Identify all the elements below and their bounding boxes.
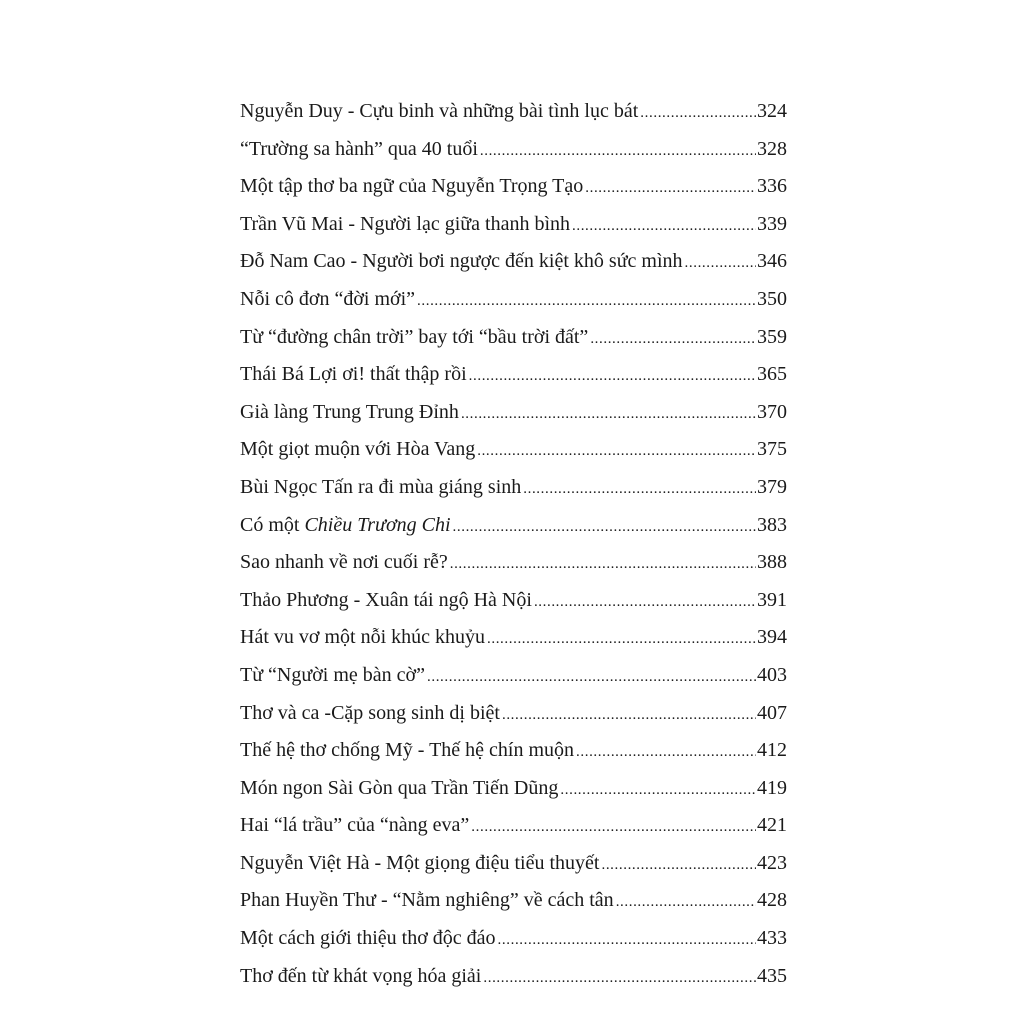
- toc-entry-page: 375: [757, 438, 787, 461]
- toc-entry-page: 379: [757, 475, 787, 498]
- toc-entry-title: Một giọt muộn với Hòa Vang: [240, 438, 476, 461]
- toc-entry-title: Bùi Ngọc Tấn ra đi mùa giáng sinh: [240, 475, 522, 498]
- toc-entry: [240, 920, 787, 958]
- toc-dot-leader: [601, 847, 756, 885]
- toc-entry: [240, 394, 787, 432]
- toc-entry-page: 365: [757, 363, 787, 386]
- toc-dot-leader: [477, 433, 756, 471]
- toc-entry-title: Thảo Phương - Xuân tái ngộ Hà Nội: [240, 588, 532, 611]
- toc-entry-page: 423: [757, 851, 787, 874]
- toc-entry-page: 394: [757, 626, 787, 649]
- toc-entry-title: Nỗi cô đơn “đời mới”: [240, 287, 416, 310]
- toc-entry-page: 428: [757, 889, 787, 912]
- toc-dot-leader: [534, 584, 756, 622]
- toc-entry-title: Đỗ Nam Cao - Người bơi ngược đến kiệt khô sức mình: [240, 250, 683, 273]
- toc-entry-page: 421: [757, 814, 787, 837]
- toc-dot-leader: [483, 960, 756, 998]
- toc-entry-title: Nguyễn Duy - Cựu binh và những bài tình lục bát: [240, 100, 639, 122]
- toc-dot-leader: [417, 283, 756, 321]
- toc-entry-page: 328: [757, 137, 787, 160]
- toc-dot-leader: [585, 170, 756, 208]
- toc-entry-title: Sao nhanh về nơi cuối rễ?: [240, 551, 448, 574]
- toc-entry-title: Từ “đường chân trời” bay tới “bầu trời đất”: [240, 325, 589, 348]
- toc-entry: [240, 544, 787, 582]
- toc-entry-title: Hát vu vơ một nỗi khúc khuỷu: [240, 626, 485, 649]
- toc-entry: [240, 732, 787, 770]
- toc-entry-title: Một cách giới thiệu thơ độc đáo: [240, 927, 496, 950]
- toc-entry: [240, 281, 787, 319]
- toc-entry-page: 324: [757, 100, 787, 122]
- toc-dot-leader: [590, 321, 756, 359]
- toc-entry-page: 388: [757, 551, 787, 574]
- toc-entry: [240, 93, 787, 131]
- toc-entry: [240, 168, 787, 206]
- toc-entry: [240, 469, 787, 507]
- toc-entry: [240, 431, 787, 469]
- toc-entry-title: Thế hệ thơ chống Mỹ - Thế hệ chín muộn: [240, 739, 575, 762]
- toc-entry: [240, 356, 787, 394]
- toc-entry: [240, 206, 787, 244]
- toc-entry: [240, 958, 787, 996]
- toc-entry-page: 383: [757, 513, 787, 536]
- toc-entry-title: Thơ và ca -Cặp song sinh dị biệt: [240, 701, 500, 724]
- toc-entry-title: Thơ đến từ khát vọng hóa giải: [240, 964, 482, 987]
- toc-dot-leader: [502, 697, 756, 735]
- toc-entry: [240, 131, 787, 169]
- toc-entry: [240, 770, 787, 808]
- toc-entry-page: 370: [757, 400, 787, 423]
- toc-entry-page: 412: [757, 739, 787, 762]
- toc-dot-leader: [427, 659, 756, 697]
- toc-dot-leader: [685, 245, 756, 283]
- toc-entry-page: 346: [757, 250, 787, 273]
- toc-entry: [240, 243, 787, 281]
- table-of-contents: [240, 93, 787, 995]
- toc-entry: [240, 582, 787, 620]
- toc-dot-leader: [640, 95, 756, 133]
- toc-entry-title-italic: Chiều Trương Chi: [304, 513, 451, 536]
- toc-entry-page: 391: [757, 588, 787, 611]
- toc-dot-leader: [616, 884, 756, 922]
- toc-entry-title: Hai “lá trầu” của “nàng eva”: [240, 814, 470, 837]
- toc-entry-page: 435: [757, 964, 787, 987]
- toc-entry-title: Trần Vũ Mai - Người lạc giữa thanh bình: [240, 212, 570, 235]
- toc-entry: [240, 657, 787, 695]
- toc-dot-leader: [469, 358, 756, 396]
- toc-dot-leader: [560, 772, 756, 810]
- toc-entry: [240, 507, 787, 545]
- toc-entry-page: 359: [757, 325, 787, 348]
- toc-entry-page: 407: [757, 701, 787, 724]
- toc-entry: [240, 619, 787, 657]
- toc-dot-leader: [523, 471, 756, 509]
- toc-entry: [240, 882, 787, 920]
- toc-entry-title: Món ngon Sài Gòn qua Trần Tiến Dũng: [240, 776, 559, 799]
- toc-entry-page: 433: [757, 927, 787, 950]
- toc-entry-title: Nguyễn Việt Hà - Một giọng điệu tiểu thuyết: [240, 851, 600, 874]
- toc-dot-leader: [471, 809, 756, 847]
- toc-entry-title: Từ “Người mẹ bàn cờ”: [240, 663, 425, 686]
- toc-entry-title: Một tập thơ ba ngữ của Nguyễn Trọng Tạo: [240, 175, 584, 198]
- toc-dot-leader: [572, 208, 756, 246]
- toc-entry-title-prefix: Có một: [240, 513, 305, 536]
- toc-entry: [240, 845, 787, 883]
- toc-entry-title: [240, 507, 451, 545]
- toc-entry: [240, 807, 787, 845]
- toc-entry-page: 419: [757, 776, 787, 799]
- toc-dot-leader: [480, 133, 756, 171]
- toc-entry-page: 336: [757, 175, 787, 198]
- toc-entry-title: “Trường sa hành” qua 40 tuổi: [240, 137, 478, 160]
- toc-dot-leader: [453, 509, 756, 547]
- toc-dot-leader: [576, 734, 756, 772]
- toc-entry-title: Phan Huyền Thư - “Nằm nghiêng” về cách tân: [240, 889, 614, 912]
- toc-entry-title: Thái Bá Lợi ơi! thất thập rồi: [240, 363, 467, 386]
- toc-entry-page: 350: [757, 287, 787, 310]
- toc-entry-page: 339: [757, 212, 787, 235]
- toc-dot-leader: [461, 396, 756, 434]
- toc-dot-leader: [450, 546, 756, 584]
- toc-entry-title: Già làng Trung Trung Đỉnh: [240, 400, 459, 423]
- toc-entry-page: 403: [757, 663, 787, 686]
- toc-entry: [240, 695, 787, 733]
- toc-dot-leader: [487, 621, 756, 659]
- toc-dot-leader: [498, 922, 756, 960]
- toc-entry: [240, 319, 787, 357]
